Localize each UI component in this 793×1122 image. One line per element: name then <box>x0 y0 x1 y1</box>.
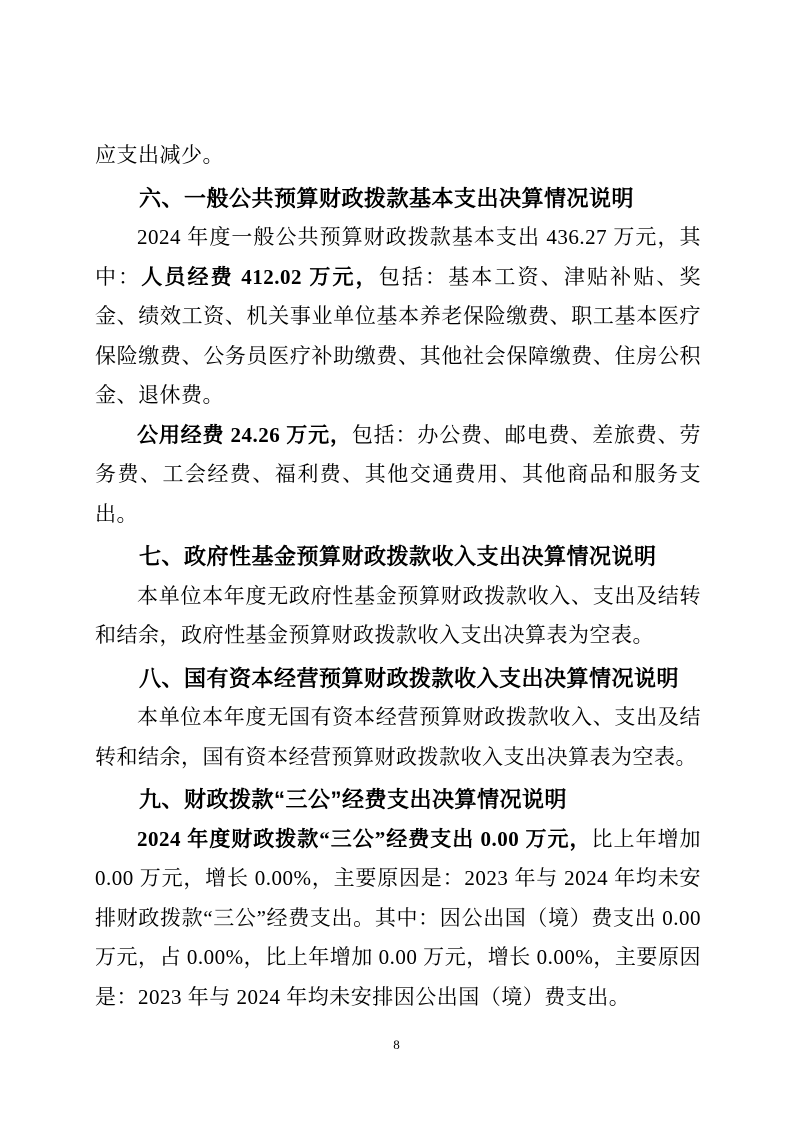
text-run: 包括：办公费、邮电费、差旅费、劳务费、工会经费、福利费、其他交通费用、其他商品和服务支出。 <box>95 422 701 526</box>
paragraph <box>95 218 701 416</box>
paragraph <box>95 820 701 1018</box>
bold-text-run: 人员经费 412.02 万元， <box>141 264 379 289</box>
text-run: 2024 年度一般公共预算财政拨款基本支出 436.27 万元，其中： <box>95 225 701 289</box>
text-run: 比上年增加 0.00 万元，增长 0.00%，主要原因是：2023 年与 2024 年均未安排财政拨款“三公”经费支出。其中：因公出国（境）费支出 0.00 万元，占 0.00%，比上年增加 0.00 万元，增长 0.00%，主要原因是：2023 年与 2024 年均未安排因公出国（境）费支出。 <box>95 826 701 1009</box>
page-content <box>95 136 701 1017</box>
paragraph <box>95 698 701 777</box>
bold-text-run: 2024 年度财政拨款“三公”经费支出 0.00 万元， <box>137 826 592 851</box>
section-heading: 九、财政拨款“三公”经费支出决算情况说明 <box>139 787 568 812</box>
page-number: 8 <box>393 1037 400 1052</box>
paragraph <box>95 577 701 656</box>
section-heading: 六、一般公共预算财政拨款基本支出决算情况说明 <box>139 185 635 211</box>
section-heading: 七、政府性基金预算财政拨款收入支出决算情况说明 <box>139 544 657 569</box>
text-run: 本单位本年度无政府性基金预算财政拨款收入、支出及结转和结余，政府性基金预算财政拨款收入支出决算表为空表。 <box>95 583 701 647</box>
text-run: 本单位本年度无国有资本经营预算财政拨款收入、支出及结转和结余，国有资本经营预算财政拨款收入支出决算表为空表。 <box>95 705 701 769</box>
sections <box>95 179 701 1018</box>
intro-paragraph: 应支出减少。 <box>95 143 224 167</box>
text-run: 包括：基本工资、津贴补贴、奖金、绩效工资、机关事业单位基本养老保险缴费、职工基本医疗保险缴费、公务员医疗补助缴费、其他社会保障缴费、住房公积金、退休费。 <box>95 264 702 407</box>
section-heading: 八、国有资本经营预算财政拨款收入支出决算情况说明 <box>139 665 680 691</box>
paragraph <box>95 416 701 535</box>
bold-text-run: 公用经费 24.26 万元， <box>137 422 352 447</box>
